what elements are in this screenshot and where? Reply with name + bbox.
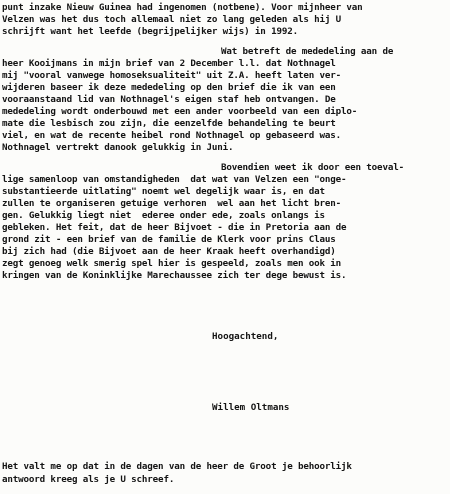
letter-line: zullen te organiseren getuige verhoren wel aan het licht bren-	[2, 198, 342, 209]
postscript-line: antwoord kreeg als je U schreef.	[2, 474, 175, 485]
letter-line: Bovendien weet ik door een toeval-	[221, 162, 404, 173]
letter-line: mededeling wordt onderbouwd met een ander voorbeeld van een diplo-	[2, 106, 358, 117]
letter-line: vooraanstaand lid van Nothnagel's eigen staf heb ontvangen. De	[2, 94, 336, 105]
letter-line: schrijft want het leefde (begrijpelijker wijs) in 1992.	[2, 26, 298, 37]
letter-line: viel, en wat de recente heibel rond Nothnagel op gebaseerd was.	[2, 130, 342, 141]
letter-line: grond zit - een brief van de familie de Klerk voor prins Claus	[2, 234, 336, 245]
letter-line: heer Kooijmans in mijn brief van 2 December l.l. dat Nothnagel	[2, 58, 336, 69]
letter-line: kringen van de Koninklijke Marechaussee zich ter dege bewust is.	[2, 270, 347, 281]
letter-line: gebleken. Het feit, dat de heer Bijvoet - die in Pretoria aan de	[2, 222, 347, 233]
letter-line: Velzen was het dus toch allemaal niet zo lang geleden als hij U	[2, 14, 342, 25]
letter-line: bij zich had (die Bijvoet aan de heer Kraak heeft overhandigd)	[2, 246, 336, 257]
letter-line: Nothnagel vertrekt danook gelukkig in Juni.	[2, 142, 234, 153]
letter-line: mate die lesbisch zou zijn, die eenzelfde behandeling te beurt	[2, 118, 336, 129]
letter-line: gen. Gelukkig liegt niet ederee onder ede, zoals onlangs is	[2, 210, 325, 221]
closing-text: Hoogachtend,	[212, 331, 279, 342]
letter-line: wijderen baseer ik deze mededeling op den brief die ik van een	[2, 82, 336, 93]
letter-line: substantieerde uitlating" noemt wel degelijk waar is, en dat	[2, 186, 325, 197]
letter-line: lige samenloop van omstandigheden dat wat van Velzen een "onge-	[2, 174, 347, 185]
letter-line: zegt genoeg welk smerig spel hier is gespeeld, zoals men ook in	[2, 258, 342, 269]
postscript-line: Het valt me op dat in de dagen van de heer de Groot je behoorlijk	[2, 461, 352, 472]
letter-line: Wat betreft de mededeling aan de	[221, 46, 394, 57]
signature: Willem Oltmans	[212, 402, 290, 413]
letter-line: punt inzake Nieuw Guinea had ingenomen (notbene). Voor mijnheer van	[2, 2, 363, 13]
letter-line: mij "vooral vanwege homoseksualiteit" uit Z.A. heeft laten ver-	[2, 70, 342, 81]
